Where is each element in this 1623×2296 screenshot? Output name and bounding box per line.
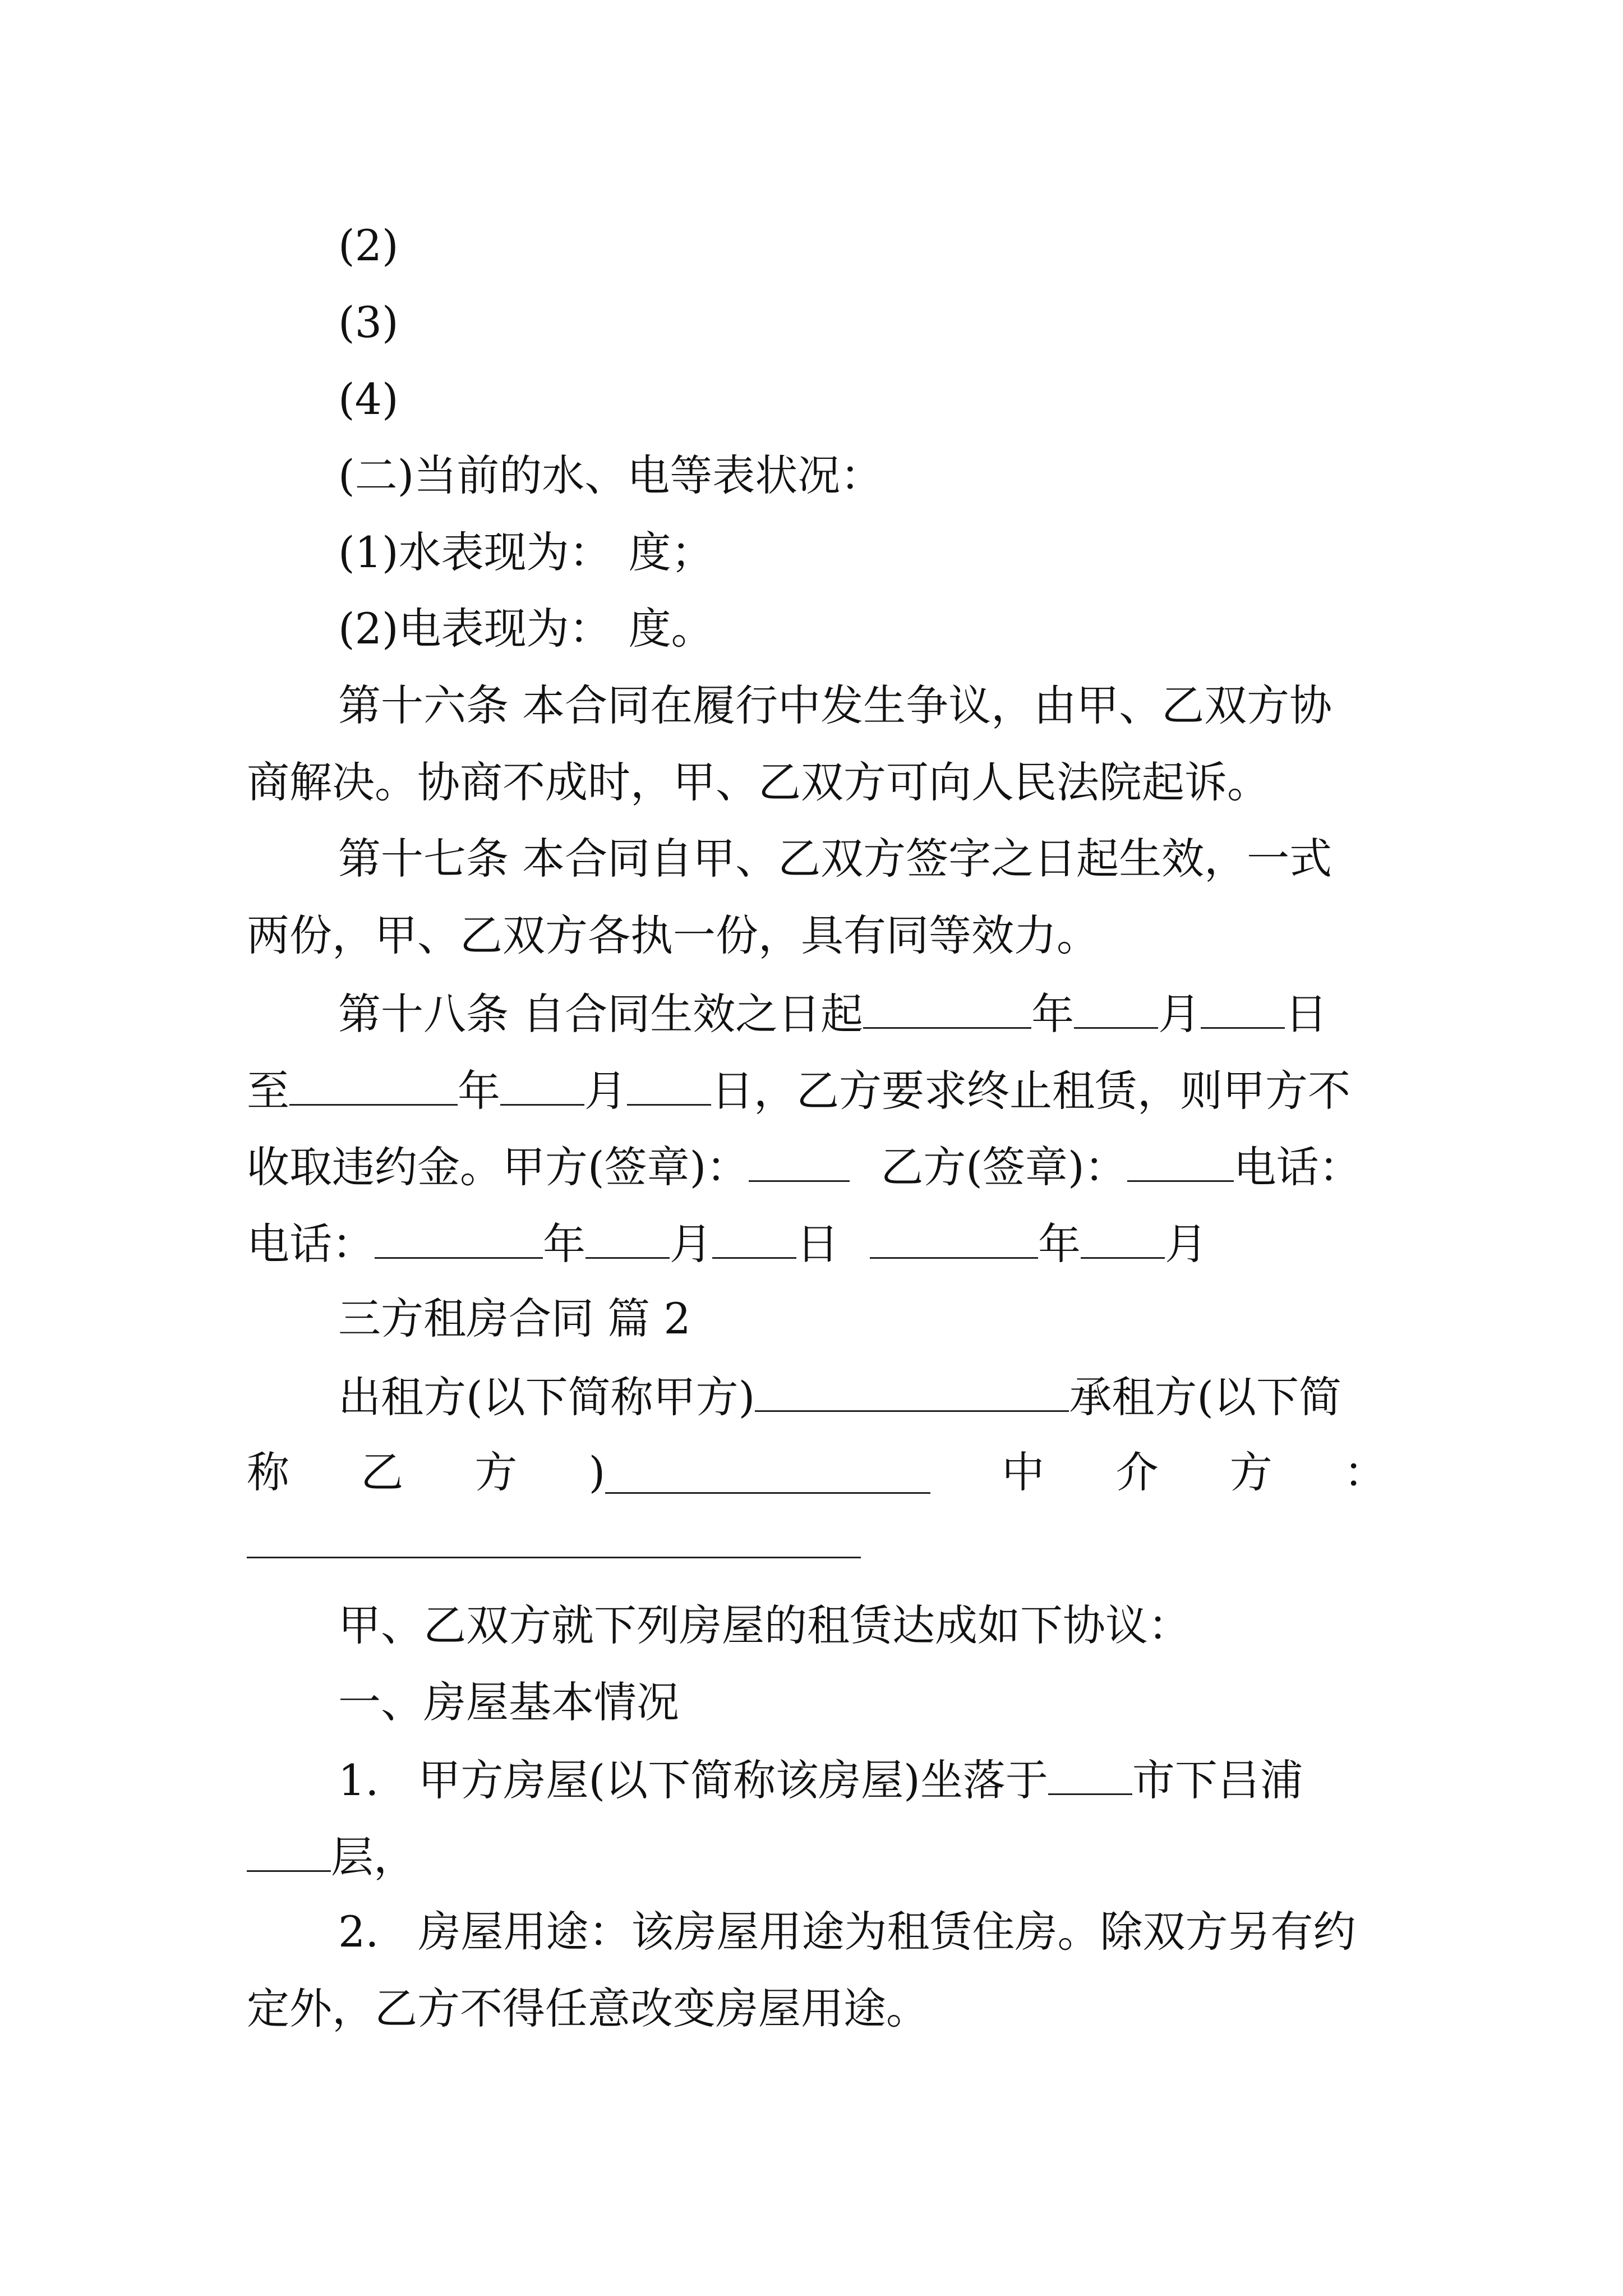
month-label: 月 [670, 1219, 712, 1269]
clause-1-text: 甲方房屋(以下简称该房屋)坐落于 [418, 1755, 1048, 1805]
clause-2-text: 房屋用途：该房屋用途为租赁住房。除双方另有约 [418, 1907, 1356, 1957]
clause-2-line-1 [338, 1907, 1356, 1957]
article-17-text-2: 两份，甲、乙双方各执一份，具有同等效力。 [247, 910, 1099, 960]
lessee-label: 承租方(以下简 [1069, 1372, 1341, 1422]
start-year-blank [863, 991, 1031, 1029]
article-18-text: 第十八条 自合同生效之日起 [338, 989, 864, 1039]
day-label: 日 [796, 1219, 839, 1269]
year-label: 年 [1031, 989, 1075, 1039]
section-title-text: 三方租房合同 篇 2 [338, 1294, 691, 1343]
month-label: 月 [584, 1066, 627, 1116]
city-blank [1048, 1757, 1132, 1795]
item-2 [338, 220, 399, 270]
termination-text: 日，乙方要求终止租赁，则甲方不 [711, 1066, 1350, 1116]
agreement-intro-text: 甲、乙双方就下列房屋的租赁达成如下协议： [338, 1600, 1191, 1650]
item-3-text: (3) [338, 297, 399, 347]
date2-month-blank [1081, 1221, 1165, 1259]
end-year-blank [289, 1068, 458, 1106]
lessor-blank [755, 1374, 1069, 1412]
end-month-blank [500, 1068, 584, 1106]
item-2-text: (2) [338, 220, 399, 270]
date2-year-blank [870, 1221, 1038, 1259]
agent-blank [247, 1557, 861, 1558]
article-18-line-2 [247, 1066, 1350, 1116]
meter-status-heading [338, 450, 883, 500]
article-18-line-1 [338, 989, 1328, 1039]
item-3 [338, 297, 399, 347]
item-4-text: (4) [338, 374, 399, 424]
end-day-blank [627, 1068, 711, 1106]
party-b-signature-label: 乙方(签章)： [880, 1142, 1127, 1192]
article-16-line-2 [247, 757, 1270, 807]
char-2: 乙 [361, 1447, 404, 1497]
party-b-signature-blank [1127, 1144, 1234, 1182]
article-17-text-1: 第十七条 本合同自甲、乙双方签字之日起生效，一式 [338, 834, 1332, 884]
agreement-intro [338, 1600, 1191, 1650]
month-label: 月 [1165, 1219, 1207, 1269]
clause-2-text-2: 定外，乙方不得任意改变房屋用途。 [247, 1984, 929, 2033]
phone-label: 电话： [1233, 1142, 1362, 1192]
lessor-label: 出租方(以下简称甲方) [338, 1372, 755, 1422]
floor-label: 层， [331, 1832, 416, 1882]
char-6: 介 [1115, 1447, 1159, 1497]
date-year-blank [375, 1221, 543, 1259]
article-17-line-2 [247, 910, 1099, 960]
water-meter-line [338, 527, 714, 577]
party-a-signature-label: 收取违约金。甲方(签章)： [247, 1142, 749, 1192]
floor-blank [247, 1834, 331, 1872]
clause-1-location: 市下吕浦 [1132, 1755, 1303, 1805]
clause-2-number: 2. [338, 1907, 379, 1957]
year-label: 年 [1038, 1219, 1081, 1269]
section-1-heading [338, 1677, 679, 1727]
parties-line-1 [338, 1372, 1341, 1422]
char-7: 方 [1229, 1447, 1272, 1497]
start-day-blank [1201, 991, 1285, 1029]
section-1-heading-text: 一、房屋基本情况 [338, 1677, 679, 1727]
article-17-line-1 [338, 834, 1332, 884]
phone-label: 电话： [247, 1219, 375, 1269]
day-label: 日 [1285, 989, 1328, 1039]
month-label: 月 [1158, 989, 1201, 1039]
lessee-close-with-blank [588, 1447, 931, 1497]
signature-line [247, 1142, 1362, 1192]
water-meter-unit: 度； [628, 527, 714, 577]
year-label: 年 [543, 1219, 585, 1269]
parties-line-2 [247, 1447, 1386, 1497]
clause-1-line-1 [338, 1755, 1303, 1805]
clause-1-line-2 [247, 1832, 416, 1882]
water-meter-label: (1)水表现为： [338, 527, 612, 577]
year-label: 年 [458, 1066, 500, 1116]
char-3: 方 [474, 1447, 518, 1497]
article-16-text-2: 商解决。协商不成时，甲、乙双方可向人民法院起诉。 [247, 757, 1270, 807]
char-1: 称 [247, 1447, 289, 1497]
start-month-blank [1074, 991, 1158, 1029]
clause-1-number: 1. [338, 1755, 379, 1805]
article-16-text-1: 第十六条 本合同在履行中发生争议，由甲、乙双方协 [338, 680, 1332, 730]
electric-meter-label: (2)电表现为： [338, 604, 612, 654]
char-5: 中 [1002, 1447, 1045, 1497]
item-4 [338, 374, 399, 424]
meter-status-heading-text: (二)当前的水、电等表状况： [338, 450, 883, 500]
party-a-signature-blank [749, 1144, 850, 1182]
article-16-line-1 [338, 680, 1332, 730]
char-8: ： [1343, 1447, 1386, 1497]
lessee-blank [605, 1456, 930, 1494]
to-label: 至 [247, 1066, 289, 1116]
phone-date-line [247, 1219, 1207, 1269]
close-paren: ) [588, 1447, 606, 1497]
date-month-blank [585, 1221, 670, 1259]
clause-2-line-2 [247, 1984, 929, 2033]
electric-meter-line [338, 604, 714, 654]
electric-meter-unit: 度。 [628, 604, 714, 654]
date-day-blank [712, 1221, 796, 1259]
section-title [338, 1294, 691, 1343]
